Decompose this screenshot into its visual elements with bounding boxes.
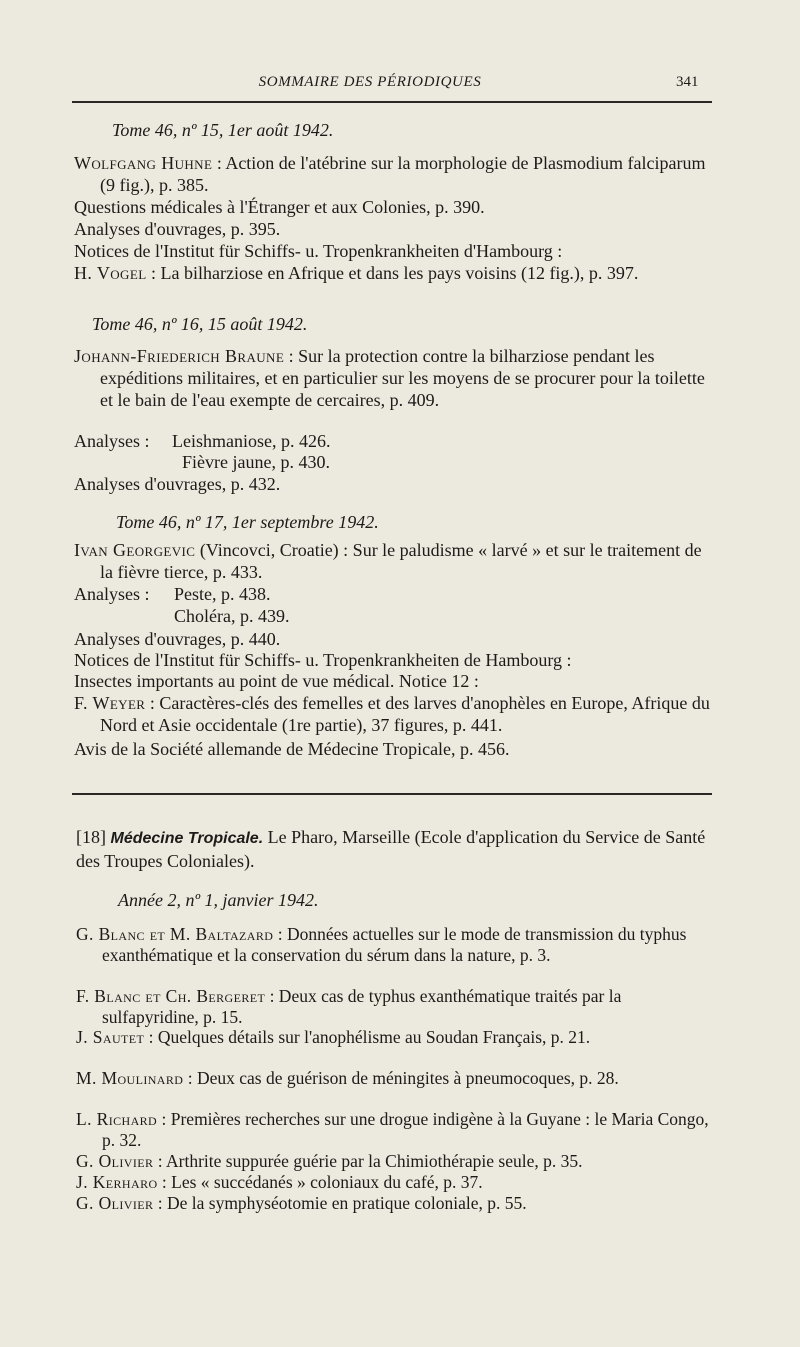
article-entry — [74, 539, 714, 583]
article-entry — [76, 1172, 716, 1193]
article-entry — [74, 649, 714, 671]
article-entry — [74, 738, 714, 760]
issue-heading: Tome 46, nº 15, 1er août 1942. — [112, 120, 334, 140]
entry-author: J. Sautet — [76, 1027, 145, 1047]
article-entry — [76, 986, 716, 1028]
entry-author: F. Blanc et Ch. Bergeret — [76, 986, 266, 1006]
journal-name: Médecine Tropicale. — [110, 830, 264, 847]
entry-text: : Action de l'atébrine sur la morphologie de Plasmodium falciparum (9 fig.), p. 385. — [100, 153, 706, 195]
journal-description: Le Pharo, Marseille (Ecole d'application du Service de Santé des Troupes Coloniales). — [76, 827, 706, 871]
entry-text: : Données actuelles sur le mode de transmission du typhus exanthématique et la conservation du sérum dans la nature, p. 3. — [102, 924, 687, 965]
page-header — [0, 70, 800, 96]
entry-author: Johann-Friederich Braune — [74, 346, 285, 366]
entry-author: Wolfgang Huhne — [74, 153, 213, 173]
analyses-item: Leishmaniose, p. 426. — [172, 431, 331, 451]
entry-author: G. Blanc et M. Baltazard — [76, 924, 274, 944]
page-number: 341 — [676, 74, 699, 90]
article-entry — [74, 670, 714, 692]
entry-text: : Deux cas de guérison de méningites à pneumocoques, p. 28. — [183, 1068, 619, 1088]
article-entry — [74, 240, 714, 262]
analyses-ouvrages: Analyses d'ouvrages, p. 432. — [74, 474, 281, 494]
entry-text: Notices de l'Institut für Schiffs- u. Tropenkrankheiten d'Hambourg : — [74, 241, 563, 261]
entry-text: Analyses d'ouvrages, p. 395. — [74, 219, 281, 239]
article-entry — [76, 1151, 716, 1172]
article-entry — [76, 1027, 716, 1048]
entry-text: : La bilharziose en Afrique et dans les pays voisins (12 fig.), p. 397. — [146, 263, 639, 283]
entry-text: : Quelques détails sur l'anophélisme au Soudan Français, p. 21. — [144, 1027, 591, 1047]
entry-author: M. Moulinard — [76, 1068, 184, 1088]
entry-text: Avis de la Société allemande de Médecine Tropicale, p. 456. — [74, 739, 510, 759]
entry-text: : Les « succédanés » coloniaux du café, p. 37. — [157, 1172, 483, 1192]
article-entry — [74, 692, 714, 736]
entry-text: Questions médicales à l'Étranger et aux Colonies, p. 390. — [74, 197, 485, 217]
analyses-item: Choléra, p. 439. — [174, 606, 290, 626]
issue-heading: Tome 46, nº 16, 15 août 1942. — [92, 314, 308, 334]
article-entry — [76, 1068, 716, 1089]
article-entry — [76, 1193, 716, 1214]
analyses-item: Peste, p. 438. — [174, 584, 271, 604]
article-entry — [74, 196, 714, 218]
entry-author: H. Vogel — [74, 263, 147, 283]
analyses-item: Fièvre jaune, p. 430. — [182, 452, 330, 472]
entry-text: Insectes importants au point de vue médical. Notice 12 : — [74, 671, 479, 691]
entry-author: L. Richard — [76, 1109, 158, 1129]
entry-text: : Arthrite suppurée guérie par la Chimiothérapie seule, p. 35. — [153, 1151, 583, 1171]
header-rule — [72, 101, 712, 103]
entry-text: (Vincovci, Croatie) : Sur le paludisme « larvé » et sur le traitement de la fièvre tierce, p. 433. — [100, 540, 702, 582]
section-rule — [72, 793, 712, 795]
analyses-label: Analyses : — [74, 431, 150, 451]
analyses-label: Analyses : — [74, 584, 150, 604]
entry-text: : Deux cas de typhus exanthématique traités par la sulfapyridine, p. 15. — [102, 986, 622, 1027]
entry-author: Ivan Georgevic — [74, 540, 196, 560]
article-entry — [74, 262, 714, 284]
entry-author: F. Weyer — [74, 693, 146, 713]
article-entry — [74, 218, 714, 240]
article-entry — [74, 628, 714, 650]
article-entry — [74, 152, 714, 196]
issue-heading: Année 2, nº 1, janvier 1942. — [118, 890, 319, 910]
article-entry — [76, 924, 716, 966]
entry-text: Notices de l'Institut für Schiffs- u. Tropenkrankheiten de Hambourg : — [74, 650, 572, 670]
article-entry — [74, 345, 714, 411]
journal-number: [18] — [76, 827, 106, 847]
entry-author: J. Kerharo — [76, 1172, 158, 1192]
entry-author: G. Olivier — [76, 1151, 154, 1171]
entry-text: : Premières recherches sur une drogue indigène à la Guyane : le Maria Congo, p. 32. — [102, 1109, 709, 1150]
entry-text: : Caractères-clés des femelles et des larves d'anophèles en Europe, Afrique du Nord et Asie occidentale (1re partie), 37 figures, p. 441. — [100, 693, 710, 735]
entry-text: : De la symphyséotomie en pratique coloniale, p. 55. — [153, 1193, 527, 1213]
entry-author: G. Olivier — [76, 1193, 154, 1213]
journal-entry — [76, 826, 716, 873]
entry-text: Analyses d'ouvrages, p. 440. — [74, 629, 281, 649]
article-entry — [76, 1109, 716, 1151]
issue-heading: Tome 46, nº 17, 1er septembre 1942. — [116, 512, 379, 532]
entry-text: : Sur la protection contre la bilharziose pendant les expéditions militaires, et en particulier sur les moyens de se procurer pour la toilette et le bain de l'eau exempte de cercaires, p. 409. — [100, 346, 705, 410]
running-title: SOMMAIRE DES PÉRIODIQUES — [258, 74, 482, 90]
